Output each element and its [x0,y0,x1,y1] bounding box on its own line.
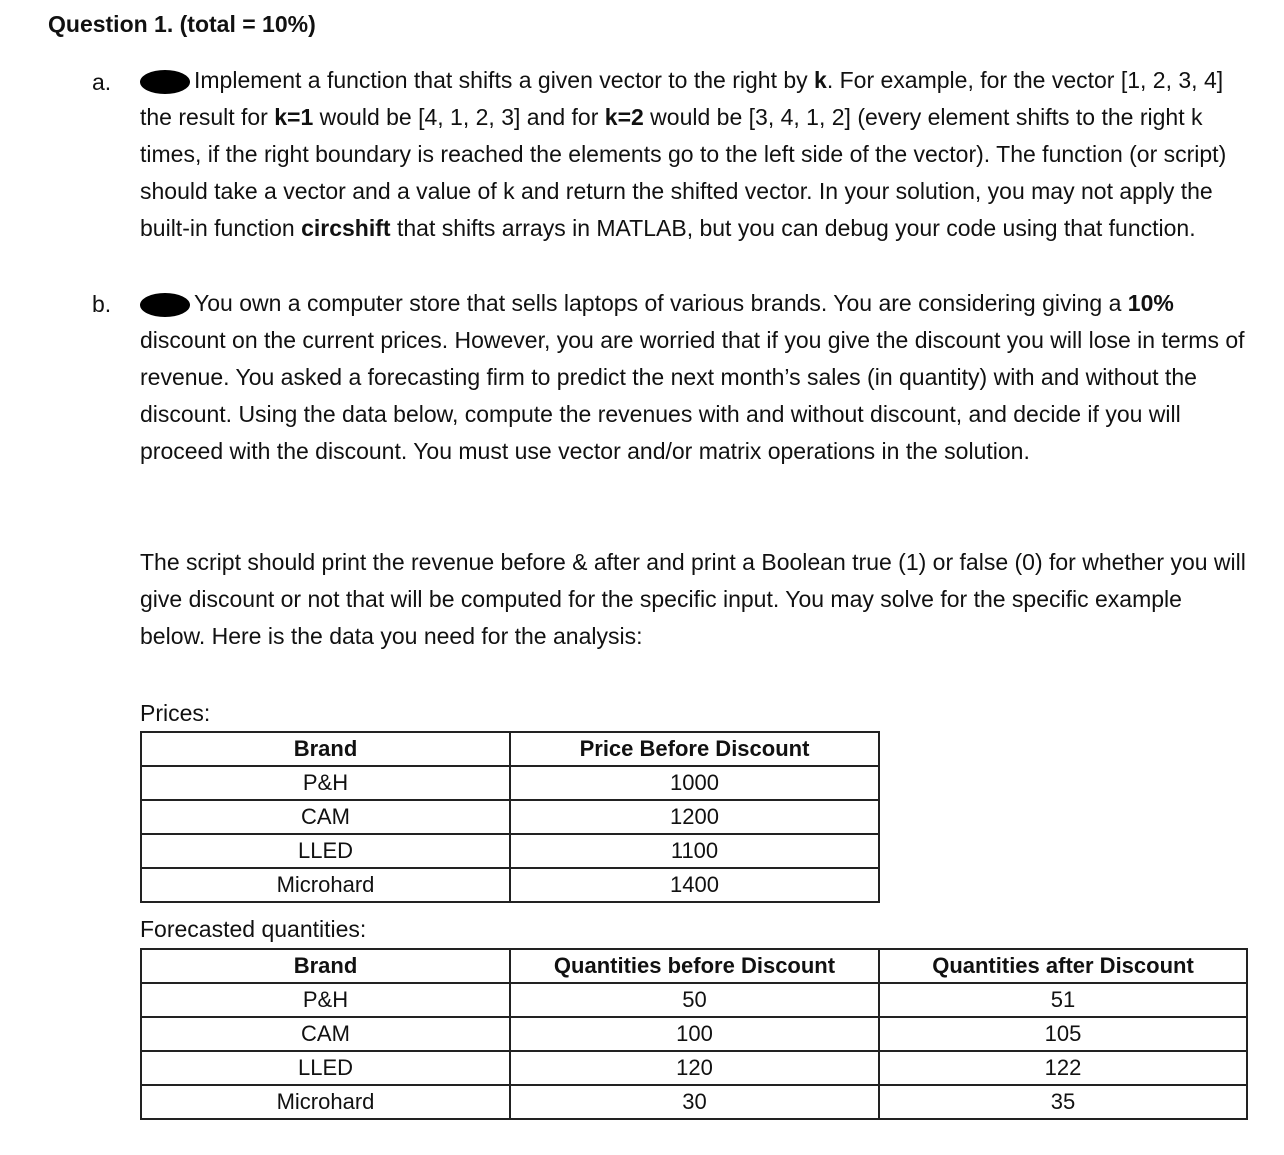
part-a-marker: a. [92,69,112,95]
table-cell: 1000 [510,766,879,800]
quantities-table [140,948,1248,1120]
table-cell: 105 [879,1017,1247,1051]
table-cell: Microhard [141,868,510,902]
table-cell: CAM [141,800,510,834]
table-cell: 122 [879,1051,1247,1085]
redaction-mark [140,70,190,94]
table-cell: 100 [510,1017,879,1051]
part-b-paragraph-2: The script should print the revenue before & after and print a Boolean true (1) or false (0) for whether you will give discount or not that will be computed for the specific input. You may solve for the specific example below. Here is the data you need for the analysis: [140,549,1246,649]
table-header-row [141,949,1247,983]
table-cell: 51 [879,983,1247,1017]
part-b-marker: b. [92,291,112,317]
table-header: Price Before Discount [510,732,879,766]
table-row [141,834,879,868]
quantities-caption: Forecasted quantities: [140,916,367,942]
prices-table [140,731,880,903]
table-cell: 1400 [510,868,879,902]
table-cell: CAM [141,1017,510,1051]
table-row [141,868,879,902]
table-cell: LLED [141,1051,510,1085]
prices-caption: Prices: [140,700,211,726]
part-a-text: Implement a function that shifts a given vector to the right by k. For example, for the vector [1, 2, 3, 4] the result for k=1 would be [4, 1, 2, 3] and for k=2 would be [3, 4, 1, 2] (every element shifts to the right k times, if the right boundary is reached the elements go to the left side of the vector). The function (or script) should take a vector and a value of k and return the shifted vector. In your solution, you may not apply the built-in function circshift that shifts arrays in MATLAB, but you can debug your code using that function. [140,67,1227,241]
question-title: Question 1. (total = 10%) [48,11,316,37]
table-header: Quantities before Discount [510,949,879,983]
redaction-mark [140,293,190,317]
table-cell: 35 [879,1085,1247,1119]
table-row [141,1085,1247,1119]
table-cell: 50 [510,983,879,1017]
table-cell: Microhard [141,1085,510,1119]
table-cell: 1100 [510,834,879,868]
table-cell: 1200 [510,800,879,834]
table-cell: 120 [510,1051,879,1085]
table-header: Quantities after Discount [879,949,1247,983]
table-row [141,983,1247,1017]
table-row [141,1017,1247,1051]
table-cell: P&H [141,983,510,1017]
table-header: Brand [141,732,510,766]
table-header: Brand [141,949,510,983]
part-b-text: You own a computer store that sells laptops of various brands. You are considering giving a 10% discount on the current prices. However, you are worried that if you give the discount you will lose in terms of revenue. You asked a forecasting firm to predict the next month’s sales (in quantity) with and without the discount. Using the data below, compute the revenues with and without discount, and decide if you will proceed with the discount. You must use vector and/or matrix operations in the solution. [140,290,1245,464]
table-row [141,766,879,800]
table-cell: LLED [141,834,510,868]
table-cell: 30 [510,1085,879,1119]
table-row [141,800,879,834]
table-cell: P&H [141,766,510,800]
table-row [141,1051,1247,1085]
table-header-row [141,732,879,766]
